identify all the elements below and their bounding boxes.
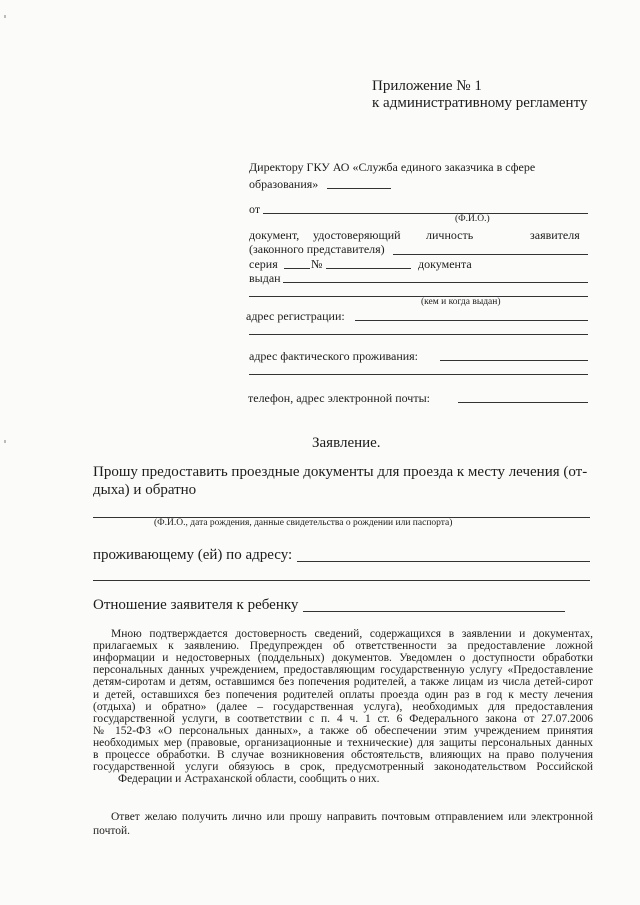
legal-rep-label: (законного представителя) xyxy=(249,242,385,256)
contact-label: телефон, адрес электронной почты: xyxy=(248,391,430,405)
document-label: документа xyxy=(418,257,472,271)
appendix-subtitle: к административному регламенту xyxy=(372,95,588,111)
registration-address-label: адрес регистрации: xyxy=(246,309,345,323)
scan-edge-mark xyxy=(4,440,6,443)
from-label: от xyxy=(249,202,261,216)
addressee-line-1: Директору ГКУ АО «Служба единого заказчика в сфере xyxy=(249,160,536,174)
from-blank xyxy=(263,213,588,214)
issued-blank xyxy=(283,282,588,283)
number-blank xyxy=(326,268,411,269)
document-id-label: документ, xyxy=(249,228,300,242)
consent-line: Мною подтверждается достоверность сведений, содержащихся в заявлении и документах, xyxy=(111,628,593,640)
signature-blank xyxy=(327,188,391,189)
consent-line: государственной услуги обязуюсь в срок, предусмотренный законодательством Российской xyxy=(93,761,593,774)
series-label: серия xyxy=(249,257,278,271)
consent-line: в процессе обработки. В случае возникновения обстоятельств, влияющих на право получения xyxy=(93,749,593,761)
legal-rep-blank xyxy=(393,254,588,255)
consent-line: персональных данных учреждением, предоставляющим государственную услугу «Предоставление xyxy=(93,664,593,677)
consent-line: детям-сиротам и детям, оставшимся без попечения родителей, а также лицам из числа детей-сирот xyxy=(93,676,593,689)
consent-line: и детей, оставшихся без попечения родителей оплаты проезда один раз в год к месту лечения xyxy=(93,688,593,701)
request-line-2: дыха) и обратно xyxy=(93,482,197,498)
actual-address-blank xyxy=(440,360,588,361)
answer-line-1: Ответ желаю получить лично или прошу направить почтовым отправлением или электронной xyxy=(111,811,593,823)
consent-line: Федерации и Астраханской области, сообщить о них. xyxy=(118,773,380,786)
residing-label: проживающему (ей) по адресу: xyxy=(93,547,293,563)
registration-address-blank xyxy=(355,320,588,321)
addressee-line-2: образования» xyxy=(249,177,319,191)
answer-line-2: почтой. xyxy=(93,825,131,837)
document-id-label: заявителя xyxy=(530,228,580,242)
actual-address-blank-2 xyxy=(249,374,588,375)
consent-line: (отдыха) и обратно» (далее – государственная услуга), необходимых для предоставления xyxy=(93,700,593,713)
consent-line: прилагаемых к заявлению. Предупрежден об ответственности за предоставление ложной xyxy=(93,640,593,653)
residing-blank xyxy=(297,561,590,562)
consent-line: информации и недостоверных (поддельных) документов. Уведомлен о доступности обработки xyxy=(93,652,593,665)
actual-address-label: адрес фактического проживания: xyxy=(249,349,419,363)
scan-edge-mark xyxy=(4,15,6,18)
series-blank xyxy=(284,268,310,269)
registration-address-blank-2 xyxy=(249,334,588,335)
issued-caption: (кем и когда выдан) xyxy=(421,297,501,307)
issued-blank-2 xyxy=(249,296,588,297)
consent-line: необходимых мер (правовые, организационные и технические) для защиты персональных данных xyxy=(93,736,593,749)
relation-label: Отношение заявителя к ребенку xyxy=(93,597,299,613)
relation-blank xyxy=(303,611,565,612)
request-line-1: Прошу предоставить проездные документы для проезда к месту лечения (от- xyxy=(93,464,588,480)
appendix-title: Приложение № 1 xyxy=(372,78,482,94)
number-label: № xyxy=(311,257,323,271)
document-id-label: личность xyxy=(426,228,474,242)
consent-line: № 152-ФЗ «О персональных данных», а также об обеспечении этим учреждением принятия xyxy=(93,724,593,737)
statement-title: Заявление. xyxy=(312,435,381,451)
consent-line: государственной услуги, в соответствии с п. 4 ч. 1 ст. 6 Федерального закона от 27.07.2006 xyxy=(93,712,593,725)
fio-caption: (Ф.И.О.) xyxy=(455,214,490,224)
document-id-label: удостоверяющий xyxy=(313,228,401,242)
residing-blank-2 xyxy=(93,580,590,581)
contact-blank xyxy=(458,402,588,403)
issued-label: выдан xyxy=(249,271,281,285)
child-info-caption: (Ф.И.О., дата рождения, данные свидетельства о рождении или паспорта) xyxy=(154,518,453,528)
